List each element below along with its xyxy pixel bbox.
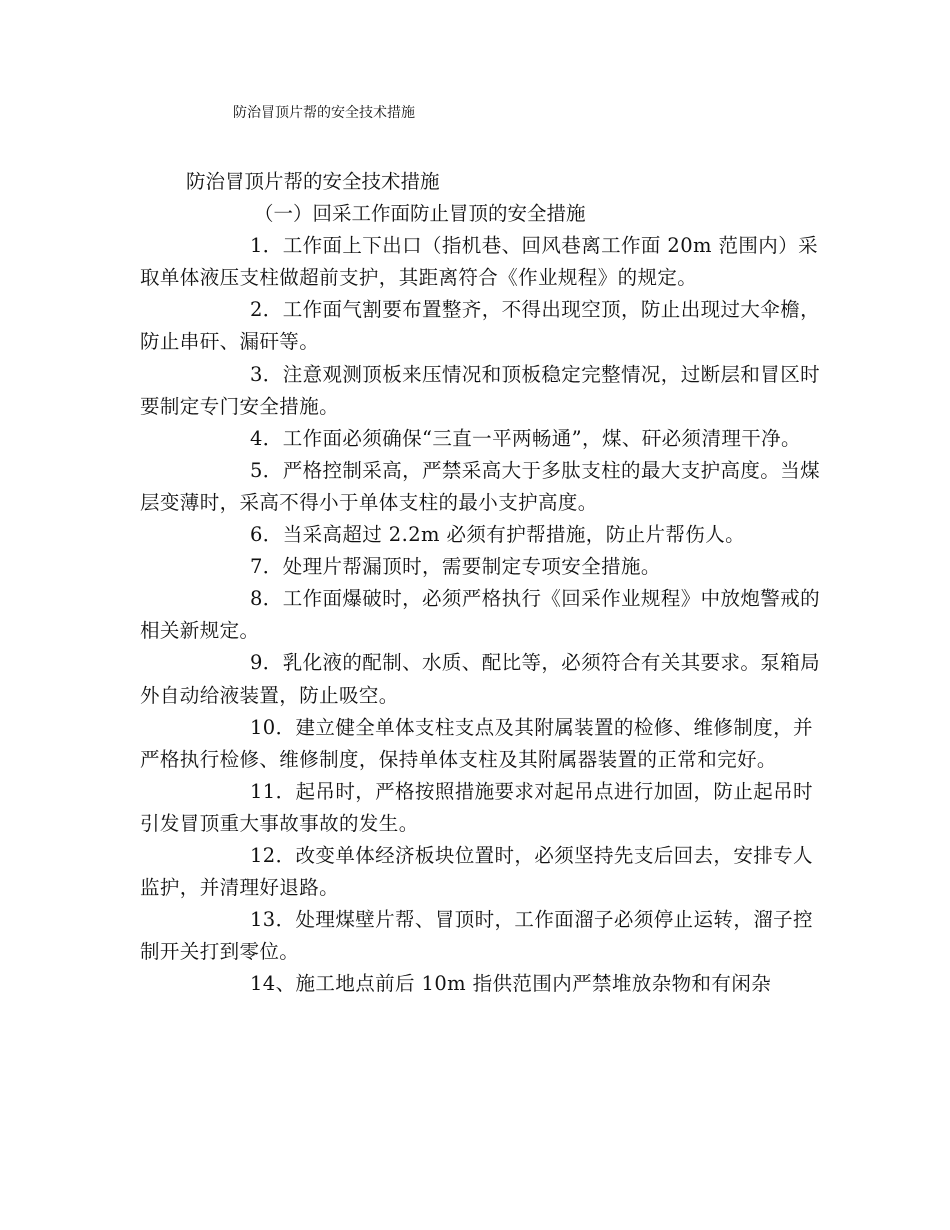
list-item: 8．工作面爆破时，必须严格执行《回采作业规程》中放炮警戒的相关新规定。 [140,587,821,643]
list-item: 14、施工地点前后 10m 指供范围内严禁堆放杂物和有闲杂 [250,972,772,996]
document-body [140,166,830,1000]
list-item: 6．当采高超过 2.2m 必须有护帮措施，防止片帮伤人。 [250,523,746,547]
list-item: 12．改变单体经济板块位置时，必须坚持先支后回去，安排专人监护，并清理好退路。 [140,843,813,900]
list-item: 4．工作面必须确保“三直一平两畅通”，煤、矸必须清理干净。 [250,426,801,450]
list-item: 5．严格控制采高，严禁采高大于多肽支柱的最大支护高度。当煤层变薄时，采高不得小于单体支柱的最小支护高度。 [140,458,821,514]
list-item: 2．工作面气割要布置整齐，不得出现空顶，防止出现过大伞檐，防止串矸、漏矸等。 [140,298,821,354]
list-item: 13．处理煤壁片帮、冒顶时，工作面溜子必须停止运转，溜子控制开关打到零位。 [140,908,813,964]
document-title: 防治冒顶片帮的安全技术措施 [186,170,440,193]
page-header: 防治冒顶片帮的安全技术措施 [233,105,415,121]
list-item: 10．建立健全单体支柱支点及其附属装置的检修、维修制度，并严格执行检修、维修制度，保持单体支柱及其附属器装置的正常和完好。 [140,715,813,771]
list-item: 1．工作面上下出口（指机巷、回风巷离工作面 20m 范围内）采取单体液压支柱做超前支护，其距离符合《作业规程》的规定。 [140,234,819,290]
list-item: 9．乳化液的配制、水质、配比等，必须符合有关其要求。泵箱局外自动给液装置，防止吸空。 [140,651,821,707]
list-item: 7．处理片帮漏顶时，需要制定专项安全措施。 [250,555,661,579]
section-heading: （一）回采工作面防止冒顶的安全措施 [254,202,586,226]
list-item: 3．注意观测顶板来压情况和顶板稳定完整情况，过断层和冒区时要制定专门安全措施。 [140,362,821,418]
list-item: 11．起吊时，严格按照措施要求对起吊点进行加固，防止起吊时引发冒顶重大事故事故的发生。 [140,779,813,835]
